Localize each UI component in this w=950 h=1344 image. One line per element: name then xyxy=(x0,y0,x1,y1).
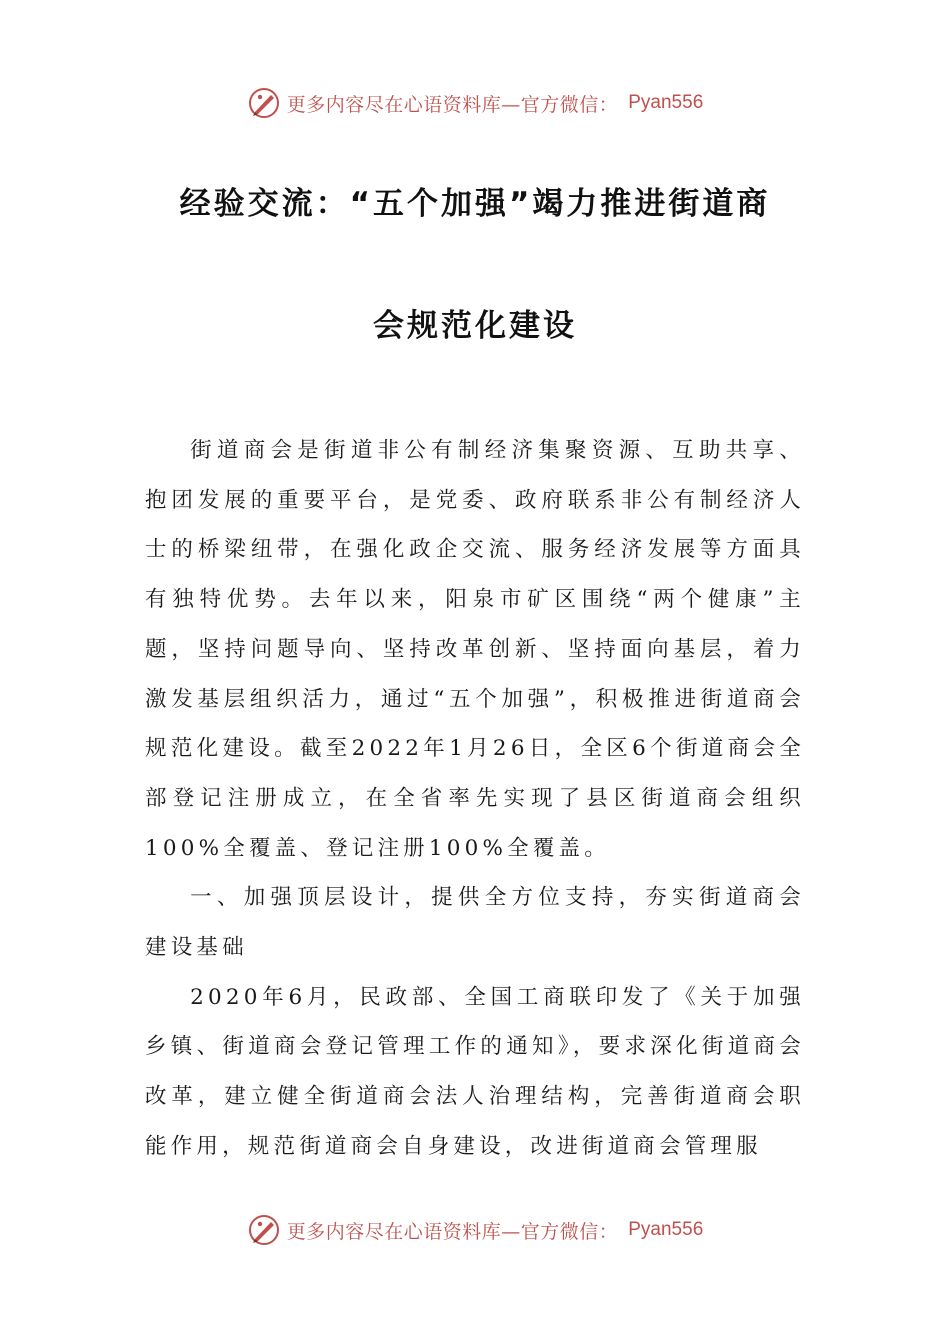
document-body xyxy=(145,426,805,1172)
footer-wechat-id: Pyan556 xyxy=(628,1219,704,1240)
header-banner-text: 更多内容尽在心语资料库—官方微信： xyxy=(286,93,619,116)
footer-banner-text: 更多内容尽在心语资料库—官方微信： xyxy=(286,1220,619,1243)
body-paragraph-intro: 街道商会是街道非公有制经济集聚资源、互助共享、抱团发展的重要平台，是党委、政府联系非公有制经济人士的桥梁纽带，在强化政企交流、服务经济发展等方面具有独特优势。去年以来，阳泉市矿区围绕“两个健康”主题，坚持问题导向、坚持改革创新、坚持面向基层，着力激发基层组织活力，通过“五个加强”，积极推进街道商会规范化建设。截至2022年1月26日，全区6个街道商会全部登记注册成立，在全省率先实现了县区街道商会组织100%全覆盖、登记注册100%全覆盖。 xyxy=(145,438,805,861)
header-wechat-id: Pyan556 xyxy=(628,92,704,113)
pen-logo-icon xyxy=(247,86,281,120)
section-heading-1: 一、加强顶层设计，提供全方位支持，夯实街道商会建设基础 xyxy=(145,885,805,961)
pen-logo-icon xyxy=(247,1213,281,1247)
header-watermark-banner xyxy=(0,83,950,123)
body-paragraph-section-1: 2020年6月，民政部、全国工商联印发了《关于加强乡镇、街道商会登记管理工作的通知》，要求深化街道商会改革，建立健全街道商会法人治理结构，完善街道商会职能作用，规范街道商会自身建设，改进街道商会管理服 xyxy=(145,984,805,1159)
document-title-line-2: 会规范化建设 xyxy=(373,308,577,344)
footer-watermark-banner xyxy=(0,1210,950,1250)
document-title-line-1: 经验交流：“五个加强”竭力推进街道商 xyxy=(179,186,771,222)
